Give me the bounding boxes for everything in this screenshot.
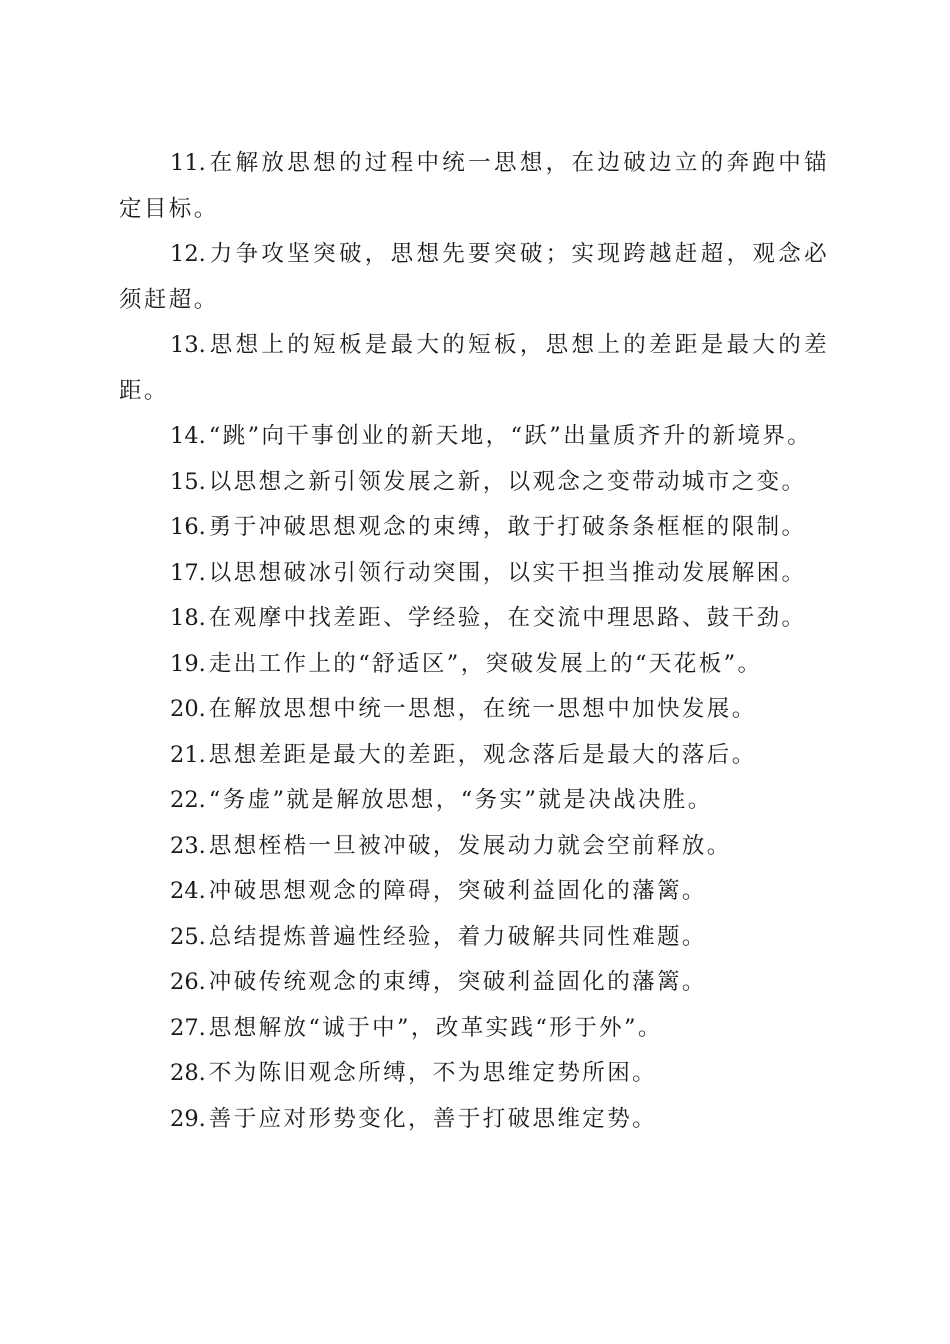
item-text: 思想上的短板是最大的短板，思想上的差距是最大的差距。	[119, 332, 829, 404]
list-item	[119, 414, 829, 460]
item-text: 在观摩中找差距、学经验，在交流中理思路、鼓干劲。	[208, 605, 807, 631]
item-number: 27.	[170, 1014, 206, 1041]
item-text: 在解放思想中统一思想，在统一思想中加快发展。	[208, 696, 757, 722]
list-item	[119, 1097, 829, 1143]
item-text: 总结提炼普遍性经验，着力破解共同性难题。	[208, 923, 707, 950]
item-text: 善于应对形势变化，善于打破思维定势。	[208, 1105, 657, 1132]
item-text: 勇于冲破思想观念的束缚，敢于打破条条框框的限制。	[208, 514, 807, 540]
document-body	[119, 141, 829, 1142]
item-number: 26.	[170, 969, 206, 995]
list-item	[119, 642, 829, 688]
list-item	[119, 915, 829, 961]
list-item	[119, 596, 829, 642]
item-text: 以思想之新引领发展之新，以观念之变带动城市之变。	[208, 468, 807, 495]
item-number: 12.	[170, 241, 206, 267]
list-item	[119, 687, 829, 733]
list-item	[119, 1006, 829, 1052]
item-text: 力争攻坚突破，思想先要突破；实现跨越赶超，观念必须赶超。	[119, 241, 829, 313]
item-text: 不为陈旧观念所缚，不为思维定势所困。	[208, 1060, 657, 1086]
list-item	[119, 824, 829, 870]
item-number: 17.	[170, 559, 206, 586]
list-item	[119, 1051, 829, 1097]
item-number: 19.	[170, 650, 206, 677]
list-item	[119, 960, 829, 1006]
item-number: 11.	[170, 150, 206, 176]
item-number: 23.	[170, 832, 206, 859]
item-number: 14.	[170, 423, 206, 449]
list-item	[119, 505, 829, 551]
item-number: 16.	[170, 514, 206, 540]
item-text: 走出工作上的“舒适区”，突破发展上的“天花板”。	[208, 650, 763, 677]
list-item	[119, 460, 829, 506]
list-item	[119, 733, 829, 779]
list-item	[119, 141, 829, 232]
item-text: 冲破传统观念的束缚，突破利益固化的藩篱。	[208, 969, 707, 995]
item-number: 25.	[170, 923, 206, 950]
list-item	[119, 323, 829, 414]
item-text: 思想桎梏一旦被冲破，发展动力就会空前释放。	[208, 832, 732, 859]
item-number: 29.	[170, 1105, 206, 1132]
list-item	[119, 551, 829, 597]
item-text: “跳”向干事创业的新天地，“跃”出量质齐升的新境界。	[208, 423, 813, 449]
item-number: 24.	[170, 878, 206, 904]
list-item	[119, 778, 829, 824]
item-number: 20.	[170, 696, 206, 722]
item-number: 28.	[170, 1060, 206, 1086]
item-text: 思想差距是最大的差距，观念落后是最大的落后。	[208, 741, 757, 768]
item-number: 22.	[170, 787, 206, 813]
list-item	[119, 232, 829, 323]
item-number: 18.	[170, 605, 206, 631]
list-item	[119, 869, 829, 915]
item-number: 15.	[170, 468, 206, 495]
item-text: 在解放思想的过程中统一思想，在边破边立的奔跑中锚定目标。	[119, 150, 829, 222]
item-text: 思想解放“诚于中”，改革实践“形于外”。	[208, 1014, 663, 1041]
item-number: 13.	[170, 332, 206, 358]
item-text: 冲破思想观念的障碍，突破利益固化的藩篱。	[208, 878, 707, 904]
item-text: 以思想破冰引领行动突围，以实干担当推动发展解困。	[208, 559, 807, 586]
item-text: “务虚”就是解放思想，“务实”就是决战决胜。	[208, 787, 713, 813]
item-number: 21.	[170, 741, 206, 768]
